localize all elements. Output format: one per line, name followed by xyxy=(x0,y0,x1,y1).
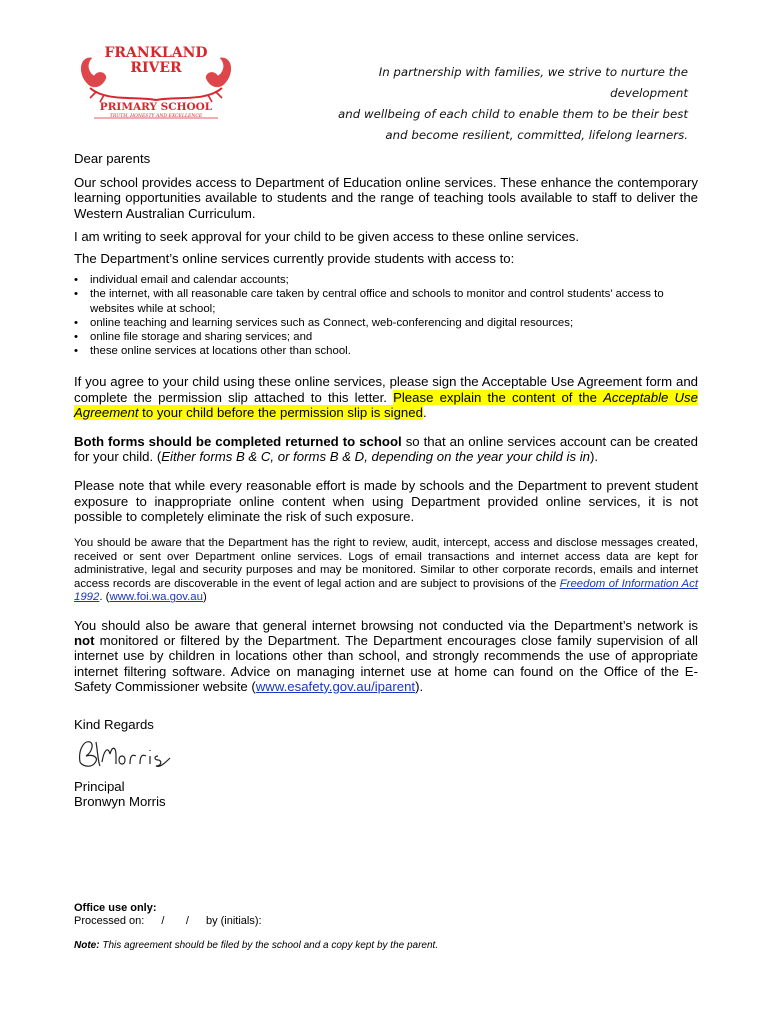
tagline-line: and wellbeing of each child to enable them to be their best xyxy=(338,107,688,121)
records-mid: . ( xyxy=(99,591,110,604)
initials-label: by (initials): xyxy=(205,914,262,927)
letter-body xyxy=(74,151,698,810)
browsing-text: You should also be aware that general internet browsing not conducted via the Department’s network is xyxy=(74,618,698,634)
filing-note xyxy=(74,940,698,951)
paragraph-approval: I am writing to seek approval for your child to be given access to these online services. xyxy=(74,228,580,244)
office-use-section xyxy=(74,902,698,951)
note-label: Note: xyxy=(74,940,100,951)
paragraph-forms xyxy=(74,434,698,464)
date-slashes: / / xyxy=(161,914,189,927)
logo-motto: TRUTH, HONESTY AND EXCELLENCE xyxy=(109,114,203,119)
paragraph-agreement xyxy=(74,374,698,420)
forms-end: ). xyxy=(590,449,599,465)
browsing-bold: not xyxy=(74,633,95,649)
logo-line-1: FRANKLAND xyxy=(104,45,208,61)
office-use-title: Office use only: xyxy=(74,902,157,914)
agreement-end: . xyxy=(422,404,427,420)
paragraph-exposure: Please note that while every reasonable effort is made by schools and the Department to prevent student exposure to inappropriate online content when using Department provided online services, it is not possible to completely eliminate the risk of such exposure. xyxy=(74,478,698,524)
foi-website-link[interactable]: www.foi.wa.gov.au xyxy=(109,591,203,604)
note-text: This agreement should be filed by the school and a copy kept by the parent. xyxy=(99,940,439,951)
school-tagline xyxy=(300,62,688,146)
services-list xyxy=(74,273,698,358)
signature xyxy=(74,732,194,774)
list-item: • online file storage and sharing services; and xyxy=(90,330,698,344)
salutation: Dear parents xyxy=(74,151,151,166)
agreement-text: If you agree to your child using these online services, please sign the Acceptable Use Agreement form and complete the permission slip attached to this letter. xyxy=(74,374,698,405)
list-item: • these online services at locations other than school. xyxy=(90,344,698,358)
forms-bold: Both forms should be completed returned to school xyxy=(74,434,402,450)
processed-line xyxy=(74,915,698,928)
foi-act-link[interactable]: Freedom of Information Act 1992 xyxy=(74,577,698,604)
paragraph-intro: Our school provides access to Department of Education online services. These enhance the contemporary learning opportunities available to students and the range of teaching tools available to staff to deliver the Western Australian Curriculum. xyxy=(74,175,698,221)
processed-label: Processed on: xyxy=(74,914,145,927)
browsing-end: ). xyxy=(415,678,424,694)
logo-line-2: RIVER xyxy=(130,60,182,76)
records-end: ) xyxy=(202,591,207,604)
highlight-italic: Acceptable Use Agreement xyxy=(74,389,698,420)
list-item: • the internet, with all reasonable care taken by central office and schools to monitor and control students’ access to websites while at school; xyxy=(90,287,698,315)
tagline-line: In partnership with families, we strive to nurture the development xyxy=(378,65,688,100)
paragraph-services: The Department’s online services currently provide students with access to: xyxy=(74,251,515,267)
logo-line-3: PRIMARY SCHOOL xyxy=(99,101,213,113)
forms-italic: Either forms B & C, or forms B & D, depending on the year your child is in xyxy=(161,449,590,465)
closing: Kind Regards xyxy=(74,717,154,733)
list-item: • individual email and calendar accounts; xyxy=(90,273,698,287)
signer-name: Bronwyn Morris xyxy=(74,794,166,810)
esafety-link[interactable]: www.esafety.gov.au/iparent xyxy=(255,678,416,694)
paragraph-browsing xyxy=(74,618,698,694)
signer-title: Principal xyxy=(74,779,125,795)
highlight-text: Please explain the content of the xyxy=(393,389,604,405)
school-logo xyxy=(76,42,236,122)
tagline-line: and become resilient, committed, lifelong learners. xyxy=(385,128,688,142)
paragraph-records xyxy=(74,537,698,605)
forms-text: so that an online services account can be created for your child. ( xyxy=(74,434,698,465)
list-item: • online teaching and learning services such as Connect, web-conferencing and digital resources; xyxy=(90,316,698,330)
browsing-text-2: monitored or filtered by the Department. The Department encourages close family supervision of all internet use by children in locations other than school, and strongly recommends the use of appropriate internet filtering software. Advice on managing internet use at home can found on the Office of the E-Safety Commissioner website ( xyxy=(74,633,698,694)
highlight-text-end: to your child before the permission slip is signed xyxy=(138,404,423,420)
records-text: You should be aware that the Department has the right to review, audit, intercept, access and disclose messages created, received or sent over Department online services. Logs of email transactions and internet access data are kept for administrative, legal and security purposes and may be monitored. Similar to other corporate records, emails and internet access records are discoverable in the event of legal action and are subject to provisions of the xyxy=(74,537,698,590)
